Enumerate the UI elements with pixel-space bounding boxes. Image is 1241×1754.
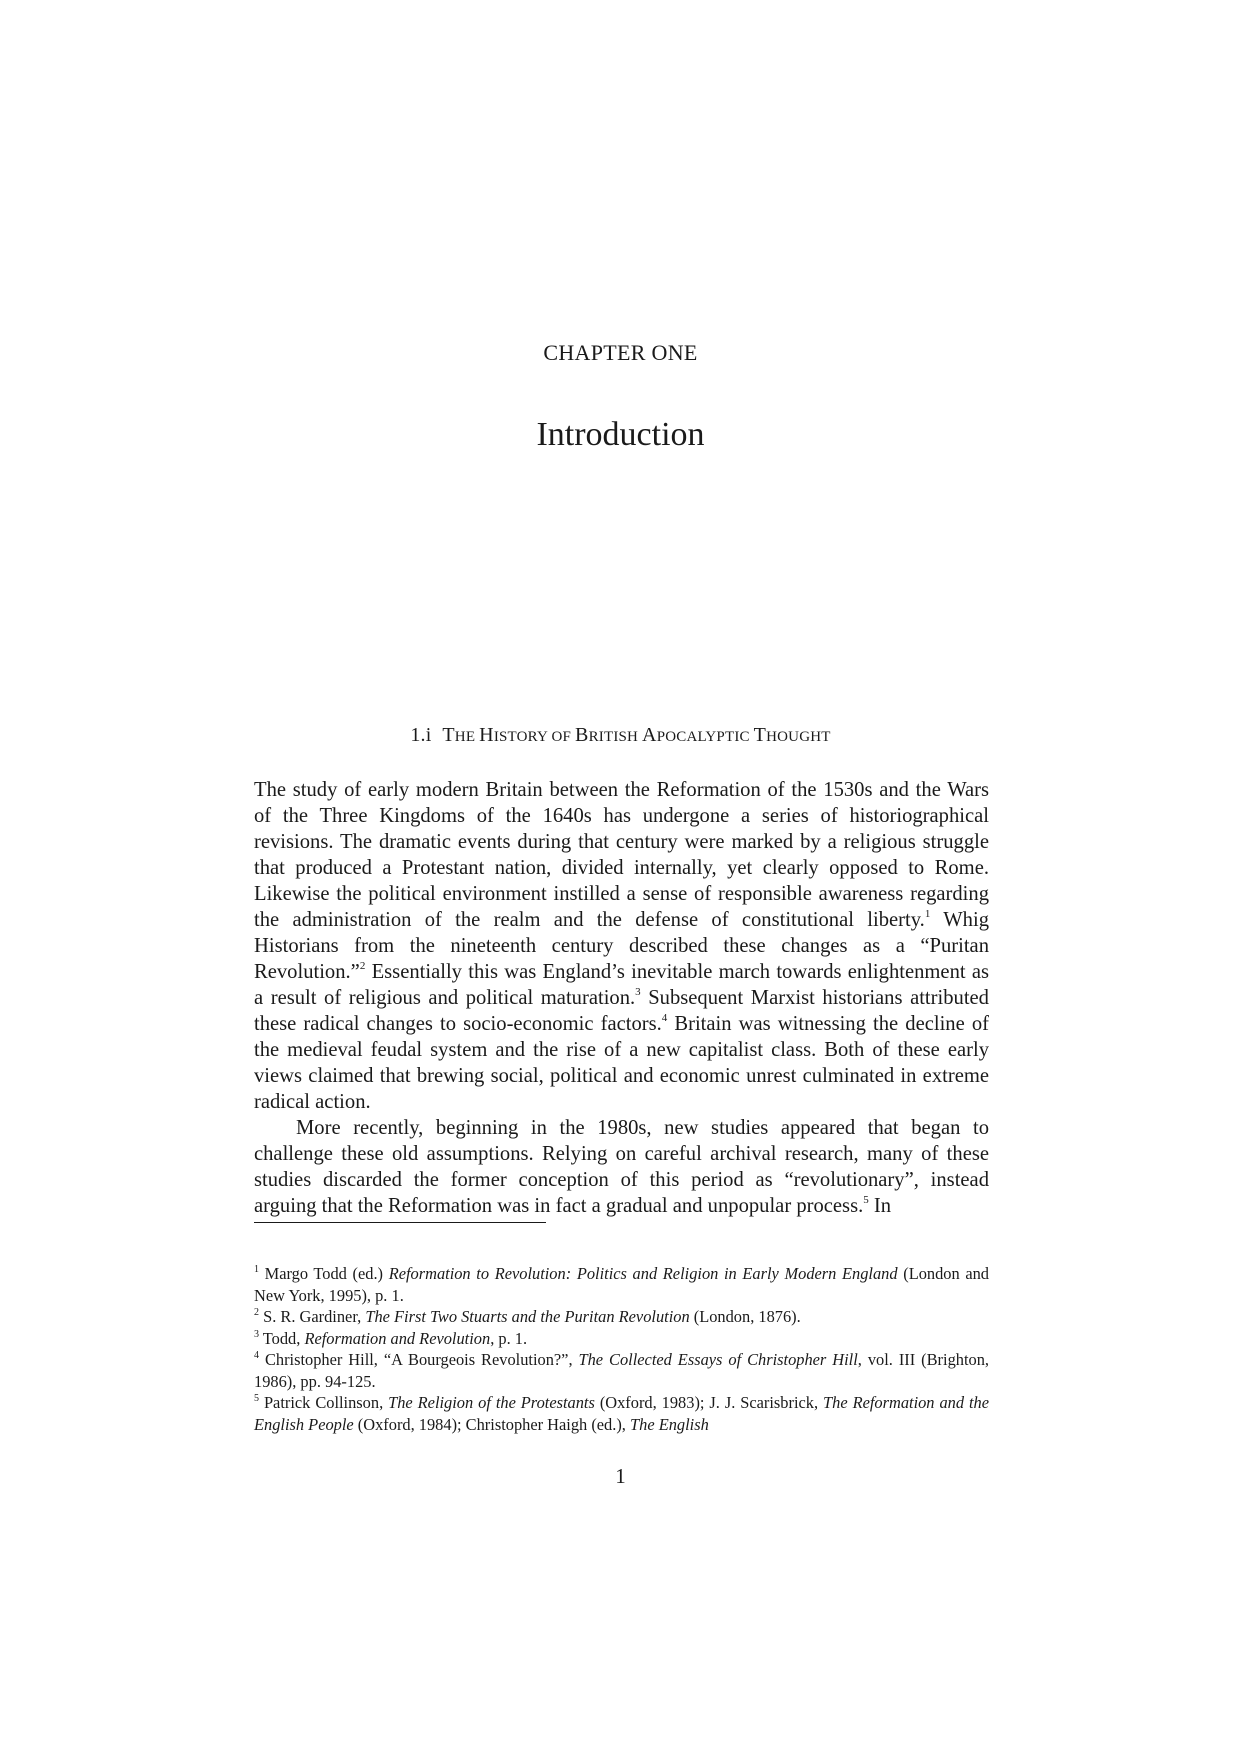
footnote-ref: 4 (661, 1012, 668, 1024)
footnote-number: 3 (254, 1328, 259, 1340)
footnote (254, 1306, 989, 1328)
footnote (254, 1392, 989, 1435)
section-title-part: B (575, 724, 589, 746)
section-title-part: H (479, 724, 494, 746)
footnote-ref: 3 (635, 986, 641, 998)
body-paragraph (254, 1115, 989, 1219)
text-run: The study of early modern Britain between the Reformation of the 1530s and the Wars of the Three Kingdoms of the 1640s has undergone a series of historiographical revisions. The dramatic events during that century were marked by a religious struggle that produced a Protestant nation, divided internally, yet clearly opposed to Rome. Likewise the political environment instilled a sense of responsible awareness regarding the administration of the realm and the defense of constitutional liberty. (254, 779, 989, 931)
footnote (254, 1349, 989, 1392)
chapter-label: CHAPTER ONE (543, 340, 698, 365)
section-title (442, 724, 830, 746)
text-run: Britain was witnessing the decline of the medieval feudal system and the rise of a new capitalist class. Both of these early views claimed that brewing social, political and economic unrest culminated in extreme radical action. (254, 1013, 989, 1113)
text-run: (London and New York, 1995), p. 1. (254, 1264, 990, 1305)
section-title-part: T (753, 724, 767, 746)
footnote-number: 5 (254, 1393, 259, 1404)
section-title-part: ISTORY OF (493, 729, 576, 745)
body-text (254, 777, 989, 1219)
footnote-ref: 1 (924, 908, 931, 920)
text-run: S. R. Gardiner, (259, 1307, 366, 1326)
footnote-number: 2 (254, 1307, 259, 1318)
footnote-number: 1 (254, 1264, 259, 1275)
footnote (254, 1328, 989, 1350)
text-run: (London, 1876). (689, 1307, 801, 1326)
footnote (254, 1263, 989, 1306)
chapter-title: Introduction (536, 416, 705, 453)
section-title-part: POCALYPTIC (656, 729, 754, 745)
text-run: , p. 1. (490, 1328, 528, 1348)
section-title-part: HOUGHT (766, 729, 831, 745)
text-run: (Oxford, 1984); Christopher Haigh (ed.), (353, 1414, 631, 1434)
footnotes (254, 1263, 989, 1435)
text-run: Christopher Hill, “A Bourgeois Revolution?”, (259, 1350, 579, 1369)
text-run: More recently, beginning in the 1980s, new studies appeared that began to challenge these old assumptions. Relying on careful archival research, many of these studies discarded the former conception of this period as “revolutionary”, instead arguing that the Reformation was in fact a gradual and unpopular process. (254, 1117, 989, 1217)
italic-title: Reformation to Revolution: Politics and Religion in Early Modern England (388, 1264, 898, 1283)
footnote-separator (254, 1222, 546, 1223)
italic-title: Reformation and Revolution (304, 1328, 491, 1348)
footnote-number: 4 (254, 1350, 259, 1361)
text-run: In (868, 1195, 892, 1217)
body-paragraph (254, 777, 989, 1115)
text-run: Margo Todd (ed.) (259, 1264, 389, 1283)
footnote-ref: 2 (359, 960, 366, 972)
italic-title: The Reformation and the English People (254, 1393, 990, 1434)
text-run: (Oxford, 1983); J. J. Scarisbrick, (594, 1393, 824, 1412)
italic-title: The English (630, 1414, 709, 1434)
text-run: Essentially this was England’s inevitable march towards enlightenment as a result of religious and political maturation. (254, 961, 989, 1009)
section-title-part: T (442, 724, 455, 746)
italic-title: The Collected Essays of Christopher Hill (578, 1350, 858, 1369)
section-title-part: RITISH (588, 729, 643, 745)
italic-title: The Religion of the Protestants (388, 1393, 595, 1412)
text-run: , vol. III (Brighton, 1986), pp. 94-125. (254, 1350, 989, 1391)
section-title-part: A (642, 724, 657, 746)
page-number: 1 (615, 1464, 626, 1488)
text-run: Whig Historians from the nineteenth century described these changes as a “Puritan Revolution.” (254, 909, 989, 983)
section-number: 1.i (410, 724, 432, 746)
text-run: Subsequent Marxist historians attributed these radical changes to socio-economic factors. (254, 987, 989, 1035)
section-heading (0, 724, 1241, 747)
text-run: Patrick Collinson, (259, 1393, 389, 1412)
italic-title: The First Two Stuarts and the Puritan Revolution (365, 1307, 690, 1326)
section-title-part: HE (454, 729, 480, 745)
text-run: Todd, (259, 1328, 305, 1348)
footnote-ref: 5 (863, 1194, 869, 1206)
